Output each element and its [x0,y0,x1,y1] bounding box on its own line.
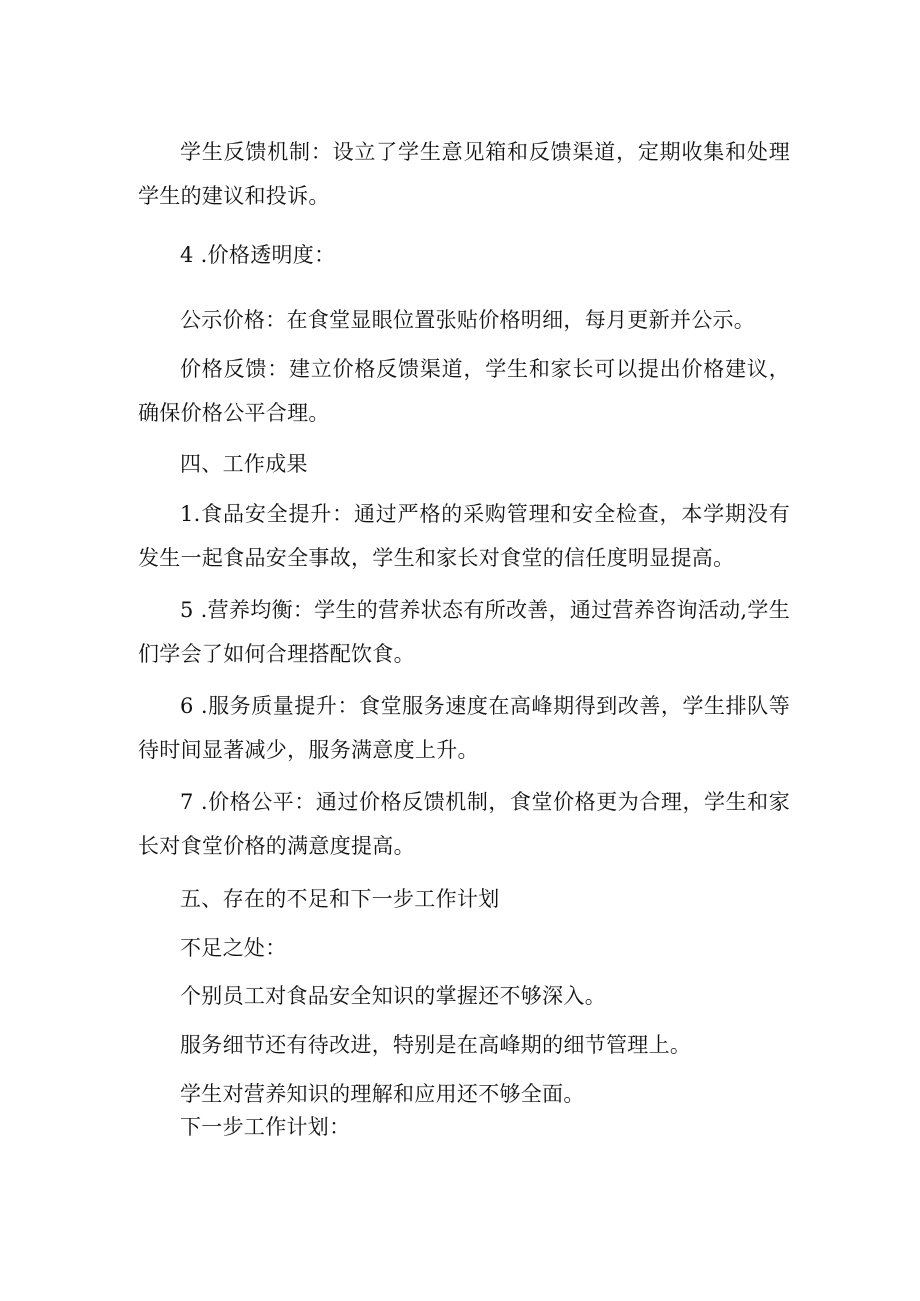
heading-shortcomings: 不足之处： [180,936,287,960]
heading-shortcomings-plan: 五、存在的不足和下一步工作计划 [180,887,500,911]
heading-next-plan: 下一步工作计划： [180,1115,351,1139]
heading-work-results: 四、工作成果 [180,452,308,476]
paragraph-food-safety: 1.食品安全提升：通过严格的采购管理和安全检查，本学期没有发生一起食品安全事故，学生和家长对食堂的信任度明显提高。 [138,502,790,570]
paragraph-service-quality: 6 .服务质量提升：食堂服务速度在高峰期得到改善，学生排队等待时间显著减少，服务满意度上升。 [138,694,790,762]
paragraph-price-feedback: 价格反馈：建立价格反馈渠道，学生和家长可以提出价格建议，确保价格公平合理。 [138,357,790,425]
paragraph-nutrition: 5 .营养均衡：学生的营养状态有所改善，通过营养咨询活动,学生们学会了如何合理搭配饮食。 [138,598,790,666]
paragraph-shortcoming-2: 服务细节还有待改进，特别是在高峰期的细节管理上。 [180,1033,692,1057]
paragraph-price-fairness: 7 .价格公平：通过价格反馈机制，食堂价格更为合理，学生和家长对食堂价格的满意度提高。 [138,790,790,858]
paragraph-student-feedback: 学生反馈机制：设立了学生意见箱和反馈渠道，定期收集和处理学生的建议和投诉。 [138,140,790,208]
paragraph-price-publicity: 公示价格：在食堂显眼位置张贴价格明细，每月更新并公示。 [180,308,756,332]
heading-price-transparency: 4 .价格透明度： [180,243,336,267]
paragraph-shortcoming-1: 个别员工对食品安全知识的掌握还不够深入。 [180,984,606,1008]
paragraph-shortcoming-3: 学生对营养知识的理解和应用还不够全面。 [180,1082,585,1106]
